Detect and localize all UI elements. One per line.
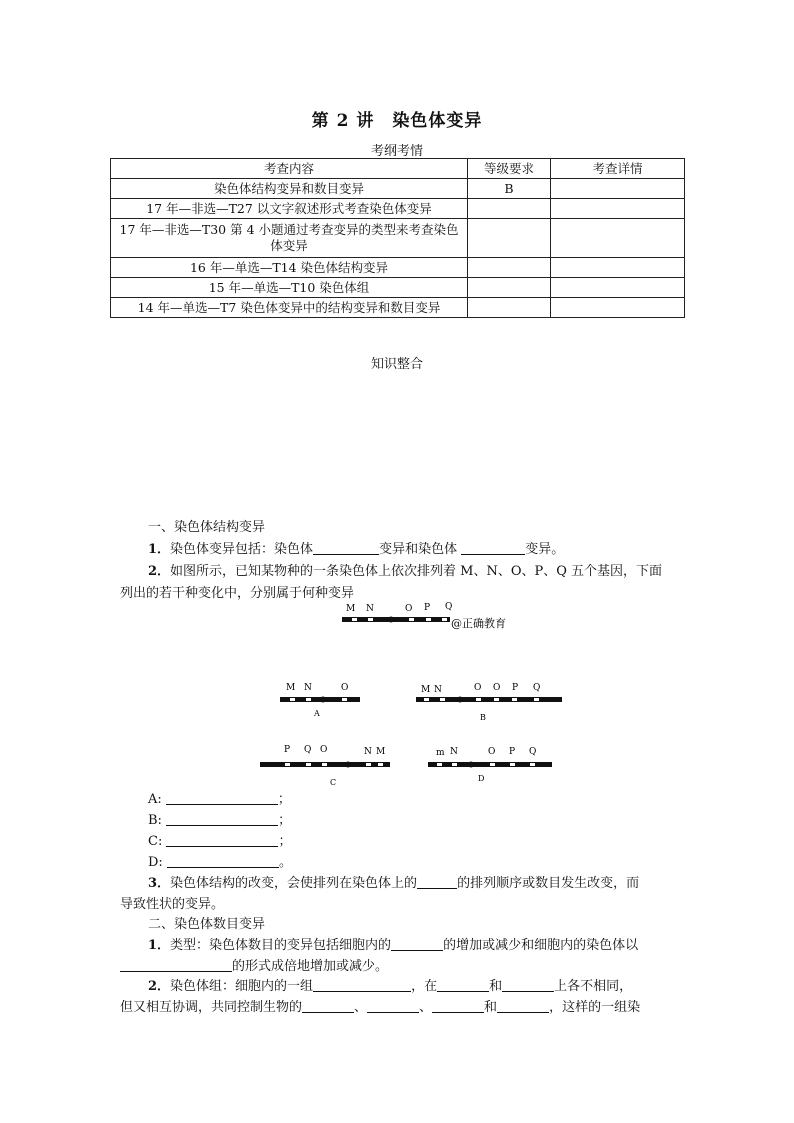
gene-label: N xyxy=(364,747,372,757)
answer-blank[interactable] xyxy=(313,540,379,555)
gene-label: Q xyxy=(533,683,541,693)
answer-label: B: xyxy=(148,813,162,828)
section-heading-structure: 一、染色体结构变异 xyxy=(148,520,266,535)
chromosome-D xyxy=(428,747,552,783)
gene-label: O xyxy=(493,683,501,693)
answer-blank[interactable] xyxy=(437,977,489,992)
table-cell: B xyxy=(468,179,551,199)
chromosome-original xyxy=(342,602,506,630)
chromosome-diagram xyxy=(0,596,794,792)
answer-blank[interactable] xyxy=(497,998,549,1013)
table-cell xyxy=(551,298,685,318)
question-text: 染色体组：细胞内的一组 xyxy=(170,979,314,994)
question-text: ，在 xyxy=(411,979,438,994)
question-2-2 xyxy=(148,977,632,997)
gene-label: O xyxy=(320,745,328,755)
gene-label: N xyxy=(434,685,442,695)
answer-label: C: xyxy=(148,834,163,849)
answer-line-D xyxy=(148,853,292,873)
question-3-line2: 导致性状的变异。 xyxy=(120,897,225,912)
question-2-1 xyxy=(148,936,638,956)
answer-line-A xyxy=(148,790,291,810)
table-cell xyxy=(551,199,685,219)
answer-blank[interactable] xyxy=(302,998,354,1013)
answer-end: ； xyxy=(278,834,292,849)
exam-outline-heading: 考纲考情 xyxy=(370,144,423,159)
question-text: 的形式成倍地增加或减少。 xyxy=(232,959,389,974)
question-number: 1． xyxy=(148,542,171,557)
answer-blank[interactable] xyxy=(166,811,278,826)
question-text: 类型：染色体数目的变异包括细胞内的 xyxy=(170,938,392,953)
gene-label: M xyxy=(286,683,296,693)
question-2-line2: 列出的若干种变化中，分别属于何种变异 xyxy=(120,586,355,601)
answer-blank[interactable] xyxy=(461,540,525,555)
gene-label: O xyxy=(474,683,482,693)
chromosome-A xyxy=(280,683,360,718)
gene-label: M xyxy=(421,685,431,695)
gene-label: Q xyxy=(529,747,537,757)
gene-label-P: P xyxy=(424,603,431,613)
table-cell xyxy=(468,219,551,258)
gene-label-M: M xyxy=(346,604,356,614)
diagram-label-A: A xyxy=(314,709,320,718)
gene-label: M xyxy=(376,747,386,757)
gene-label: O xyxy=(488,747,496,757)
exam-outline-table xyxy=(110,158,685,318)
question-2-2-line2 xyxy=(120,998,640,1018)
gene-label-N: N xyxy=(366,604,374,614)
answer-blank[interactable] xyxy=(166,832,278,847)
question-text: 染色体结构的改变，会使排列在染色体上的 xyxy=(170,876,418,891)
question-text: 上各不相同， xyxy=(554,979,633,994)
header-detail: 考查详情 xyxy=(551,159,685,179)
gene-label: N xyxy=(304,683,312,693)
gene-label: P xyxy=(509,747,516,757)
gene-label-Q: Q xyxy=(445,602,453,612)
question-2 xyxy=(148,562,662,582)
answer-end: 。 xyxy=(278,855,292,870)
question-text: 但又相互协调，共同控制生物的 xyxy=(120,1000,303,1015)
gene-label: O xyxy=(341,683,349,693)
section-heading-number: 二、染色体数目变异 xyxy=(148,917,266,932)
header-level: 等级要求 xyxy=(468,159,551,179)
answer-blank[interactable] xyxy=(367,998,419,1013)
answer-blank[interactable] xyxy=(313,977,411,992)
gene-label: Q xyxy=(304,745,312,755)
page-title: 第 2 讲 染色体变异 xyxy=(311,111,483,131)
table-row xyxy=(111,278,685,298)
header-content: 考查内容 xyxy=(111,159,468,179)
table-header-row xyxy=(111,159,685,179)
answer-blank[interactable] xyxy=(417,874,457,889)
question-number: 1． xyxy=(148,938,171,953)
answer-line-B xyxy=(148,811,291,831)
question-1 xyxy=(148,540,564,560)
diagram-label-B: B xyxy=(480,713,486,722)
question-2-1-line2 xyxy=(120,957,388,977)
table-cell: 染色体结构变异和数目变异 xyxy=(111,179,468,199)
gene-label: P xyxy=(512,683,519,693)
question-text: 如图所示，已知某物种的一条染色体上依次排列着 M、N、O、P、Q 五个基因，下面 xyxy=(170,564,663,579)
table-cell xyxy=(551,258,685,278)
table-cell: 14 年—单选—T7 染色体变异中的结构变异和数目变异 xyxy=(111,298,468,318)
table-cell: 15 年—单选—T10 染色体组 xyxy=(111,278,468,298)
table-cell: 16 年—单选—T14 染色体结构变异 xyxy=(111,258,468,278)
table-cell xyxy=(551,179,685,199)
table-cell xyxy=(468,278,551,298)
table-cell xyxy=(551,278,685,298)
gene-label: m xyxy=(436,748,445,758)
knowledge-integration-label: 知识整合 xyxy=(370,357,423,372)
separator: 、 xyxy=(354,1000,368,1015)
separator: 和 xyxy=(484,1000,498,1015)
question-number: 2． xyxy=(148,564,171,579)
question-number: 2． xyxy=(148,979,171,994)
answer-blank[interactable] xyxy=(432,998,484,1013)
answer-label: D: xyxy=(148,855,163,870)
question-text: 变异和染色体 xyxy=(379,542,458,557)
chromosome-B xyxy=(416,683,562,722)
table-row xyxy=(111,258,685,278)
answer-blank[interactable] xyxy=(391,936,443,951)
answer-blank[interactable] xyxy=(166,790,278,805)
gene-label: N xyxy=(450,747,458,757)
gene-label-O: O xyxy=(405,604,413,614)
diagram-label-C: C xyxy=(330,778,337,787)
table-row xyxy=(111,199,685,219)
answer-blank[interactable] xyxy=(167,853,279,868)
table-cell: 17 年—非选—T30 第 4 小题通过考查变异的类型来考查染色体变异 xyxy=(111,219,468,258)
chromosome-C xyxy=(260,745,390,787)
gene-label: P xyxy=(284,745,291,755)
question-text: 和 xyxy=(489,979,503,994)
table-cell xyxy=(468,258,551,278)
diagram-label-D: D xyxy=(478,774,485,783)
question-text: 染色体变异包括：染色体 xyxy=(170,542,314,557)
separator: 、 xyxy=(419,1000,433,1015)
table-cell xyxy=(551,219,685,258)
answer-end: ； xyxy=(277,792,291,807)
question-3 xyxy=(148,874,639,894)
table-cell: 17 年—非选—T27 以文字叙述形式考查染色体变异 xyxy=(111,199,468,219)
table-cell xyxy=(468,298,551,318)
answer-end: ； xyxy=(278,813,292,828)
watermark: @正确教育 xyxy=(451,617,506,630)
table-row xyxy=(111,298,685,318)
table-row xyxy=(111,179,685,199)
question-text: 的排列顺序或数目发生改变，而 xyxy=(457,876,640,891)
table-row xyxy=(111,219,685,258)
answer-label: A: xyxy=(148,792,162,807)
question-number: 3． xyxy=(148,876,171,891)
answer-blank[interactable] xyxy=(120,957,232,972)
question-text: ，这样的一组染 xyxy=(549,1000,641,1015)
table-cell xyxy=(468,199,551,219)
question-text: 的增加或减少和细胞内的染色体以 xyxy=(443,938,639,953)
answer-line-C xyxy=(148,832,291,852)
question-text: 变异。 xyxy=(525,542,565,557)
answer-blank[interactable] xyxy=(502,977,554,992)
